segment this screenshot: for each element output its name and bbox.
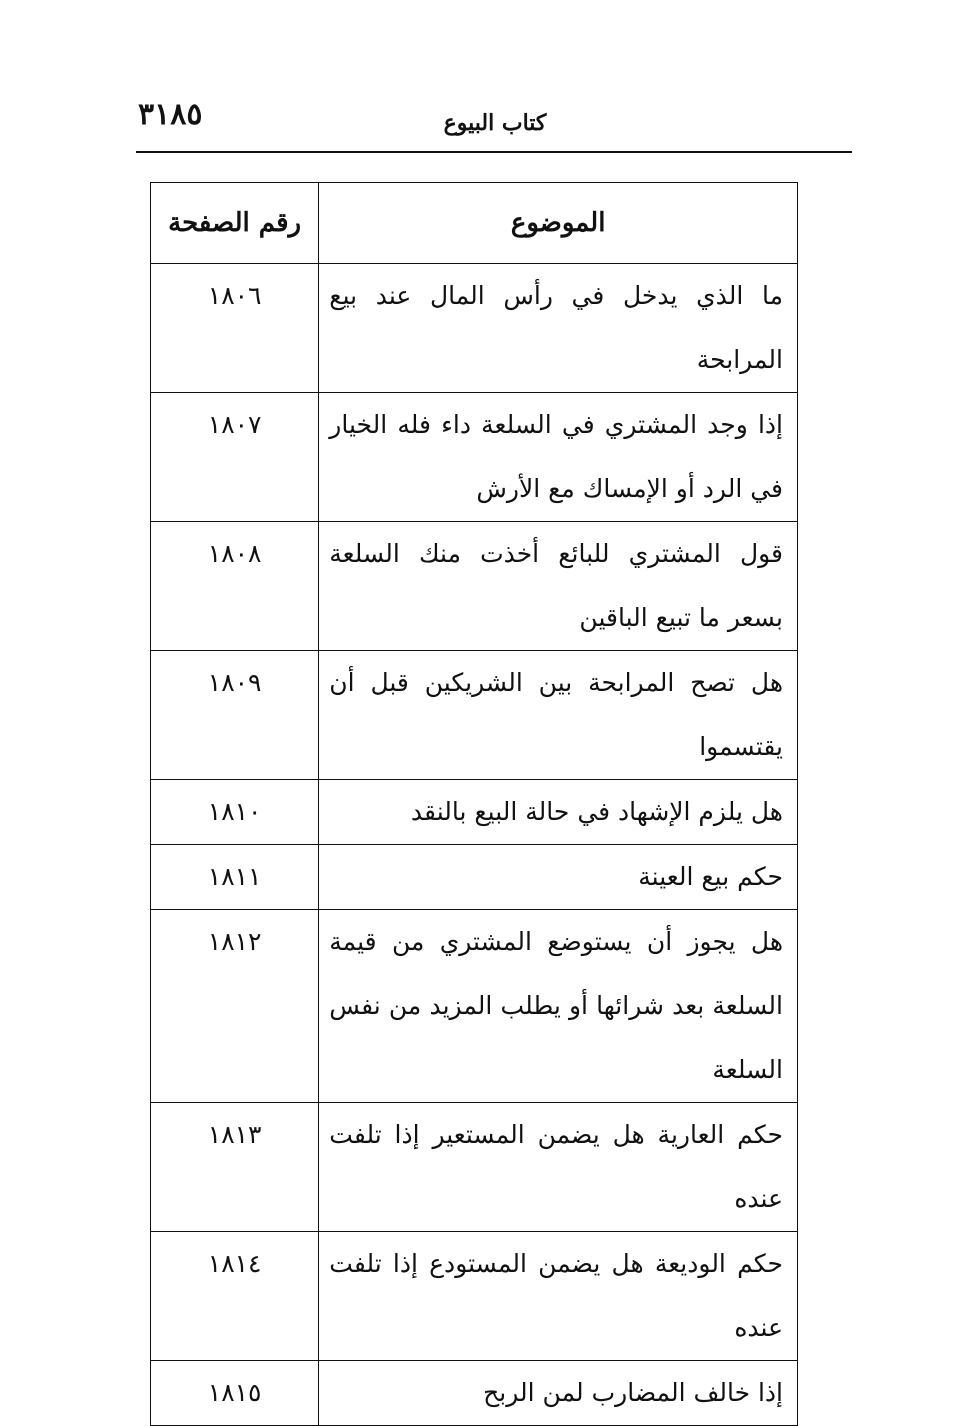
toc-row [151,264,798,393]
toc-row [151,522,798,651]
toc-row [151,1103,798,1232]
page-column-header: رقم الصفحة [151,183,319,264]
book-title: كتاب البيوع [443,110,547,136]
toc-topic: ما الذي يدخل في رأس المال عند بيع المرابحة [319,264,798,393]
toc-topic: حكم بيع العينة [319,845,798,910]
toc-page-number: ١٨١٢ [151,910,319,1103]
toc-topic: هل يلزم الإشهاد في حالة البيع بالنقد [319,780,798,845]
toc-page-number: ١٨١٥ [151,1361,319,1426]
toc-page-number: ١٨١١ [151,845,319,910]
toc-row [151,780,798,845]
toc-row [151,845,798,910]
toc-topic: إذا وجد المشتري في السلعة داء فله الخيار في الرد أو الإمساك مع الأرش [319,393,798,522]
toc-page-number: ١٨٠٨ [151,522,319,651]
toc-row [151,651,798,780]
toc-page-number: ١٨٠٧ [151,393,319,522]
toc-header-row [151,183,798,264]
toc-page-number: ١٨٠٦ [151,264,319,393]
page-number: ٣١٨٥ [138,97,203,132]
toc-topic: هل تصح المرابحة بين الشريكين قبل أن يقتسموا [319,651,798,780]
toc-table [150,182,798,1426]
toc-topic: حكم العارية هل يضمن المستعير إذا تلفت عنده [319,1103,798,1232]
toc-topic: هل يجوز أن يستوضع المشتري من قيمة السلعة بعد شرائها أو يطلب المزيد من نفس السلعة [319,910,798,1103]
toc-page-number: ١٨٠٩ [151,651,319,780]
topic-column-header: الموضوع [319,183,798,264]
toc-topic: قول المشتري للبائع أخذت منك السلعة بسعر ما تبيع الباقين [319,522,798,651]
toc-row [151,393,798,522]
toc-row [151,910,798,1103]
toc-row [151,1232,798,1361]
toc-page-number: ١٨١٤ [151,1232,319,1361]
header-divider [136,151,852,153]
toc-topic: إذا خالف المضارب لمن الربح [319,1361,798,1426]
toc-row [151,1361,798,1426]
toc-page-number: ١٨١٠ [151,780,319,845]
toc-topic: حكم الوديعة هل يضمن المستودع إذا تلفت عنده [319,1232,798,1361]
toc-page-number: ١٨١٣ [151,1103,319,1232]
